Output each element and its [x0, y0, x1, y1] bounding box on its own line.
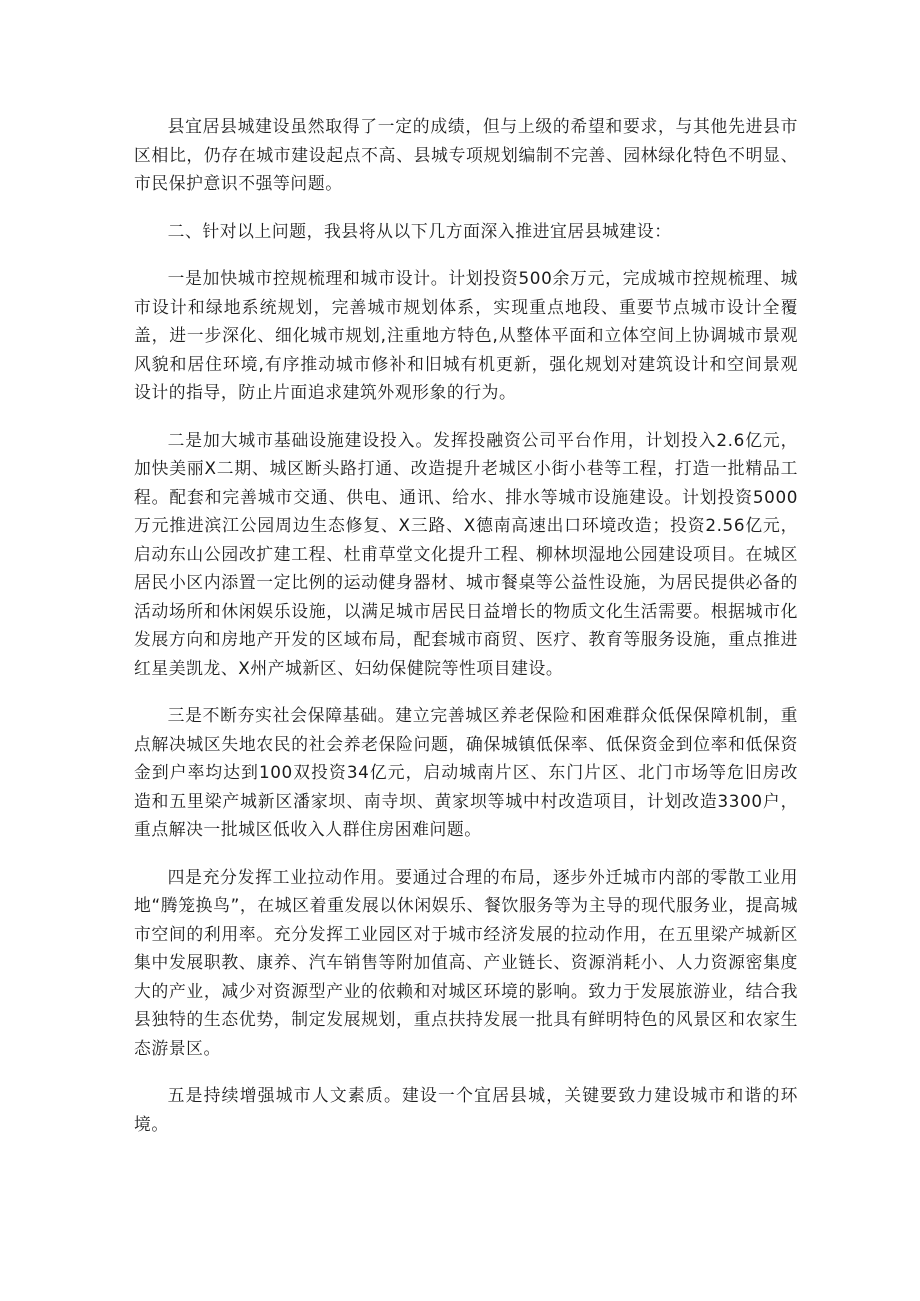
paragraph-social-security: 三是不断夯实社会保障基础。建立完善城区养老保险和困难群众低保保障机制，重点解决城区失地农民的社会养老保险问题，确保城镇低保率、低保资金到位率和低保资金到户率均达到100双投资34亿元，启动城南片区、东门片区、北门市场等危旧房改造和五里梁产城新区潘家坝、南寺坝、黄家坝等城中村改造项目，计划改造3300户，重点解决一批城区低收入人群住房困难问题。: [134, 705, 798, 839]
paragraph-planning: 一是加快城市控规梳理和城市设计。计划投资500余万元，完成城市控规梳理、城市设计和绿地系统规划，完善城市规划体系，实现重点地段、重要节点城市设计全覆盖，进一步深化、细化城市规划,注重地方特色,从整体平面和立体空间上协调城市景观风貌和居住环境,有序推动城市修补和旧城有机更新，强化规划对建筑设计和空间景观设计的指导，防止片面追求建筑外观形象的行为。: [134, 268, 798, 402]
document-body: [134, 112, 798, 1157]
paragraph-industry: 四是充分发挥工业拉动作用。要通过合理的布局，逐步外迁城市内部的零散工业用地“腾笼换鸟”，在城区着重发展以休闲娱乐、餐饮服务等为主导的现代服务业，提高城市空间的利用率。充分发挥工业园区对于城市经济发展的拉动作用，在五里梁产城新区集中发展职教、康养、汽车销售等附加值高、产业链长、资源消耗小、人力资源密集度大的产业，减少对资源型产业的依赖和对城区环境的影响。致力于发展旅游业，结合我县独特的生态优势，制定发展规划，重点扶持发展一批具有鲜明特色的风景区和农家生态游景区。: [134, 866, 798, 1058]
paragraph-section-heading: 二、针对以上问题，我县将从以下几方面深入推进宜居县城建设：: [167, 220, 672, 241]
paragraph-problems: 县宜居县城建设虽然取得了一定的成绩，但与上级的希望和要求，与其他先进县市区相比，仍存在城市建设起点不高、县城专项规划编制不完善、园林绿化特色不明显、市民保护意识不强等问题。: [134, 116, 798, 193]
paragraph-infrastructure: 二是加大城市基础设施建设投入。发挥投融资公司平台作用，计划投入2.6亿元，加快美丽X二期、城区断头路打通、改造提升老城区小街小巷等工程，打造一批精品工程。配套和完善城市交通、供电、通讯、给水、排水等城市设施建设。计划投资5000万元推进滨江公园周边生态修复、X三路、X德南高速出口环境改造；投资2.56亿元，启动东山公园改扩建工程、杜甫草堂文化提升工程、柳林坝湿地公园建设项目。在城区居民小区内添置一定比例的运动健身器材、城市餐桌等公益性设施，为居民提供必备的活动场所和休闲娱乐设施，以满足城市居民日益增长的物质文化生活需要。根据城市化发展方向和房地产开发的区域布局，配套城市商贸、医疗、教育等服务设施，重点推进红星美凯龙、X州产城新区、妇幼保健院等性项目建设。: [134, 429, 798, 678]
paragraph-culture: 五是持续增强城市人文素质。建设一个宜居县城，关键要致力建设城市和谐的环境。: [134, 1085, 798, 1134]
